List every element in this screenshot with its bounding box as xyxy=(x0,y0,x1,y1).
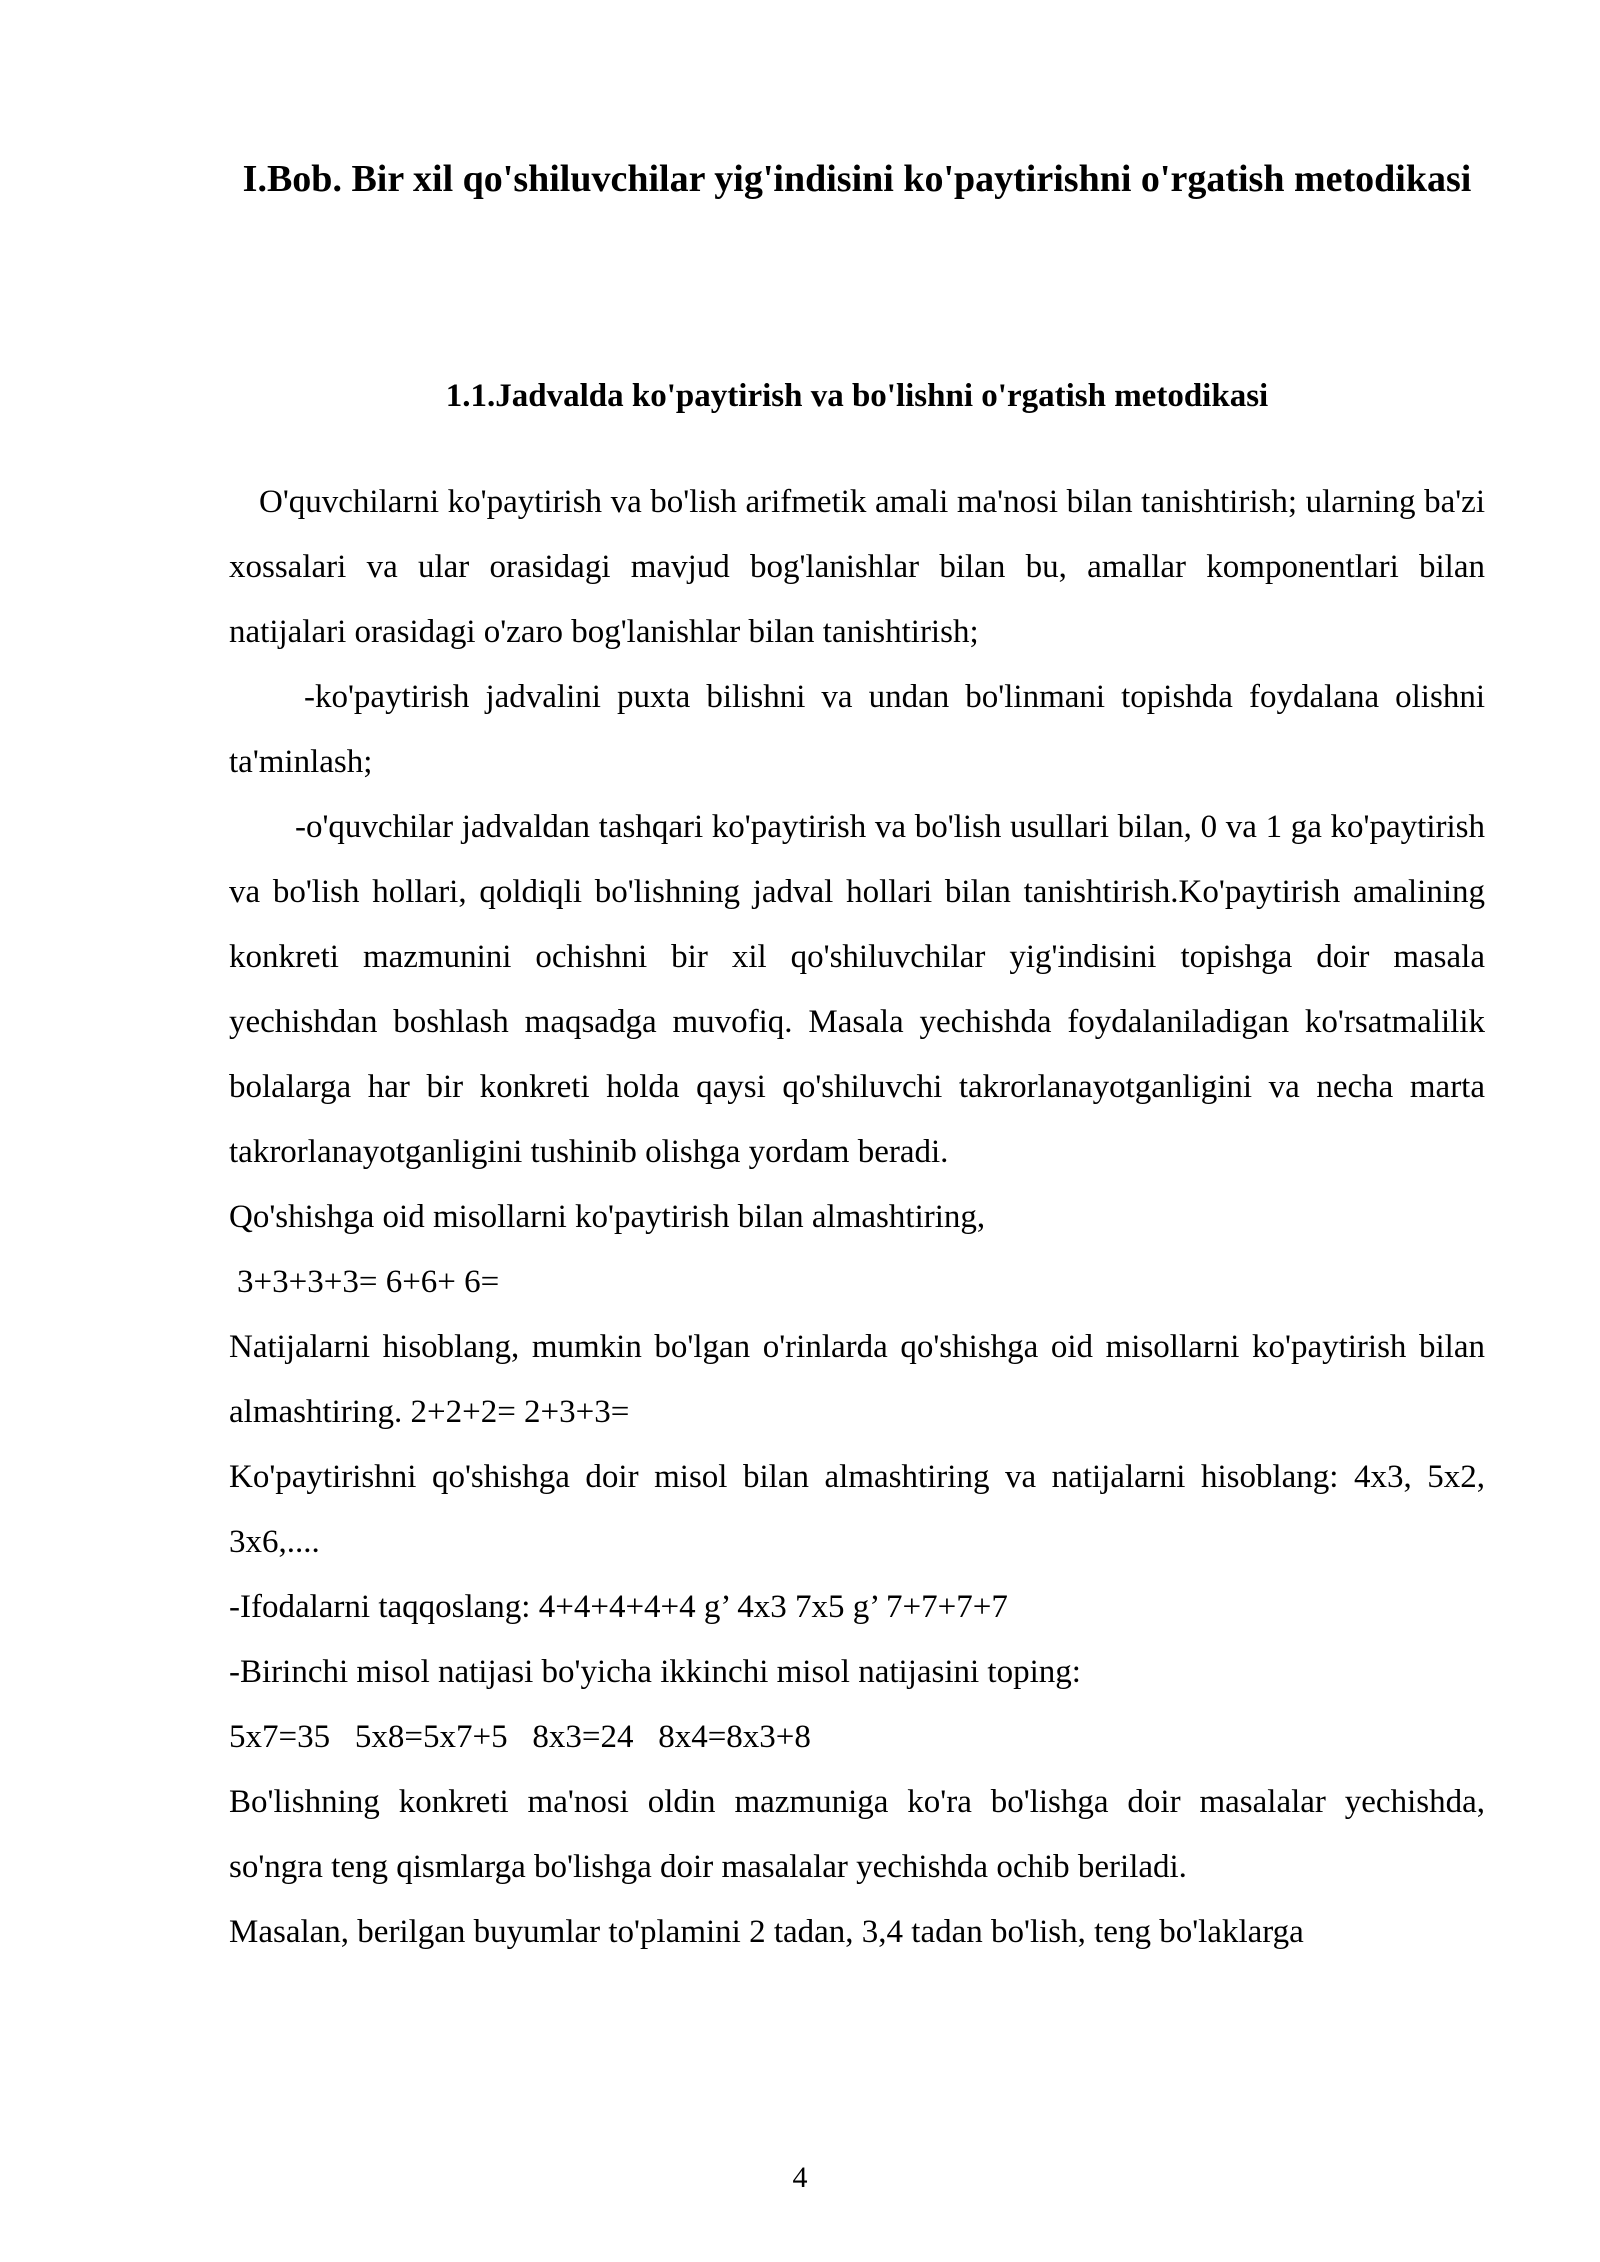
paragraph-compare: -Ifodalarni taqqoslang: 4+4+4+4+4 g’ 4x3 7x5 g’ 7+7+7+7 xyxy=(229,1589,1008,1625)
chapter-title: I.Bob. Bir xil qo'shiluvchilar yig'indisini ko'paytirishni o'rgatish metodikasi xyxy=(242,158,1472,200)
body-text xyxy=(229,470,1485,1965)
paragraph-multiplication-table: -ko'paytirish jadvalini puxta bilishni va undan bo'linmani topishda foydalana olishni ta'minlash; xyxy=(229,679,1485,780)
paragraph-exercise-1: Qo'shishga oid misollarni ko'paytirish bilan almashtiring, xyxy=(229,1199,986,1235)
paragraph-example-4: 5x7=35 5x8=5x7+5 8x3=24 8x4=8x3+8 xyxy=(229,1719,811,1755)
paragraph-exercise-3: Ko'paytirishni qo'shishga doir misol bilan almashtiring va natijalarni hisoblang: 4x3, 5x2, 3x6,.... xyxy=(229,1459,1485,1560)
section-title: 1.1.Jadvalda ko'paytirish va bo'lishni o'rgatish metodikasi xyxy=(445,378,1269,414)
paragraph-example-division: Masalan, berilgan buyumlar to'plamini 2 tadan, 3,4 tadan bo'lish, teng bo'laklarga xyxy=(229,1914,1304,1950)
paragraph-intro: O'quvchilarni ko'paytirish va bo'lish arifmetik amali ma'nosi bilan tanishtirish; ularning ba'zi xossalari va ular orasidagi mavjud bog'lanishlar bilan bu, amallar komponentlari bilan natijalari orasidagi o'zaro bog'lanishlar bilan tanishtirish; xyxy=(229,484,1485,650)
paragraph-division: Bo'lishning konkreti ma'nosi oldin mazmuniga ko'ra bo'lishga doir masalalar yechishda, so'ngra teng qismlarga bo'lishga doir masalalar yechishda ochib beriladi. xyxy=(229,1784,1485,1885)
paragraph-methods: -o'quvchilar jadvaldan tashqari ko'paytirish va bo'lish usullari bilan, 0 va 1 ga ko'paytirish va bo'lish hollari, qoldiqli bo'lishning jadval hollari bilan tanishtirish.Ko'paytirish amalining konkreti mazmunini ochishni bir xil qo'shiluvchilar yig'indisini topishga doir masala yechishdan boshlash maqsadga muvofiq. Masala yechishda foydalaniladigan ko'rsatmalilik bolalarga har bir konkreti holda qaysi qo'shiluvchi takrorlanayotganligini va necha marta takrorlanayotganligini tushinib olishga yordam beradi. xyxy=(229,809,1485,1170)
paragraph-exercise-4: -Birinchi misol natijasi bo'yicha ikkinchi misol natijasini toping: xyxy=(229,1654,1081,1690)
page-number: 4 xyxy=(792,2161,808,2194)
paragraph-exercise-2: Natijalarni hisoblang, mumkin bo'lgan o'rinlarda qo'shishga oid misollarni ko'paytirish bilan almashtiring. 2+2+2= 2+3+3= xyxy=(229,1329,1485,1430)
paragraph-example-1: 3+3+3+3= 6+6+ 6= xyxy=(237,1264,500,1300)
